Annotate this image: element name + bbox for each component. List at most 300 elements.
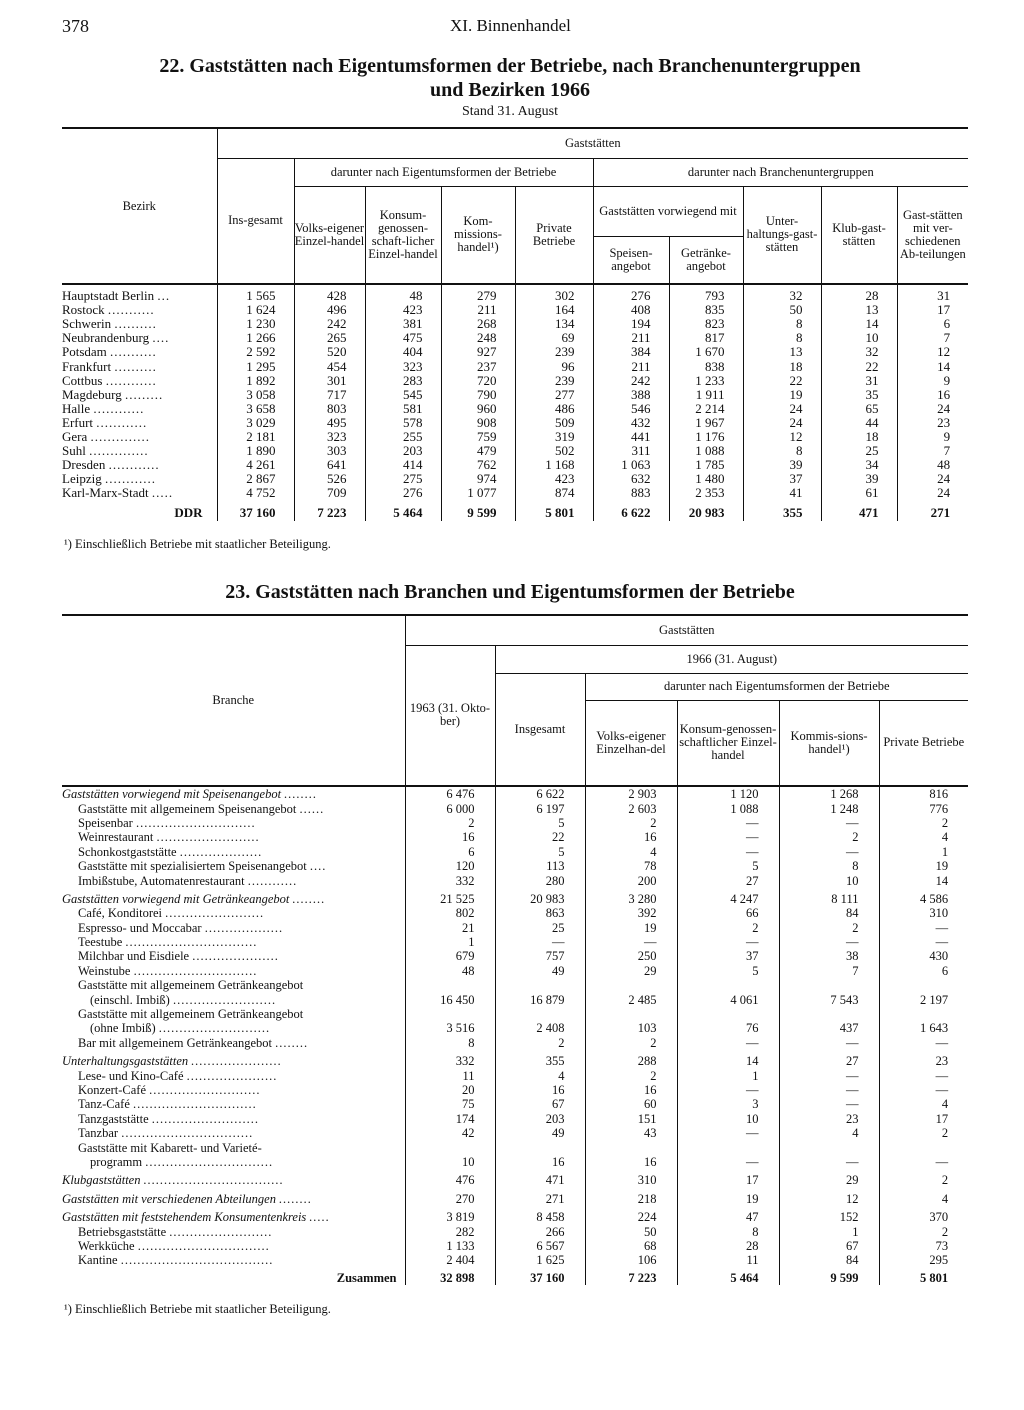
branche-name: Café, Konditorei (78, 906, 163, 921)
cell-kons: 10 (677, 1112, 779, 1126)
cell-getr: 2 214 (669, 402, 743, 416)
cell-priv: 96 (515, 359, 593, 373)
bezirk-name: Neubrandenburg (62, 331, 150, 346)
branche-name: Gaststätten vorwiegend mit Getränkeangebot (62, 891, 290, 906)
bezirk-name: Hauptstadt Berlin (62, 288, 155, 304)
total-v1963: 32 898 (405, 1268, 495, 1285)
cell-kons: 3 (677, 1097, 779, 1111)
cell-komm (779, 978, 879, 992)
running-head: XI. Binnenhandel (450, 16, 571, 35)
header-eigentum-group: darunter nach Eigentumsformen der Betriebe (294, 158, 593, 186)
cell-komm (779, 1140, 879, 1154)
cell-insg: 1 624 (217, 303, 294, 317)
table-row (62, 1155, 968, 1169)
cell-klub: 25 (821, 444, 897, 458)
cell-volk: 303 (294, 444, 365, 458)
total-priv: 5 801 (515, 500, 593, 520)
table-row (62, 1126, 968, 1140)
leader-dots: ........................ (165, 906, 265, 921)
total-insg: 37 160 (217, 500, 294, 520)
cell-v1963: 21 525 (405, 888, 495, 906)
cell-volk: 803 (294, 402, 365, 416)
table-row (62, 1253, 968, 1267)
cell-volk: 2 485 (585, 992, 677, 1006)
cell-kons: 28 (677, 1239, 779, 1253)
row-label (62, 1188, 405, 1206)
leader-dots: .............................. (133, 1097, 257, 1112)
leader-dots: .............. (89, 444, 149, 459)
table-row (62, 830, 968, 844)
header-konsum: Konsum-genossen-schaftlicher Einzel-handel (677, 700, 779, 786)
total-volk: 7 223 (585, 1268, 677, 1285)
cell-kons: 37 (677, 949, 779, 963)
cell-v1963: 16 (405, 830, 495, 844)
cell-unt: 37 (743, 472, 821, 486)
cell-priv: 1 643 (879, 1021, 968, 1035)
table-row (62, 845, 968, 859)
cell-komm: 7 (779, 964, 879, 978)
cell-abt: 17 (897, 303, 968, 317)
cell-volk: 224 (585, 1206, 677, 1224)
table-row (62, 430, 968, 444)
header-unterhaltung: Unter-haltungs-gast-stätten (743, 186, 821, 284)
cell-insg: 1 266 (217, 331, 294, 345)
branche-name: Gaststätte mit allgemeinem Getränkeangebot (78, 978, 304, 993)
cell-insg: 266 (495, 1224, 585, 1238)
cell-priv: 23 (879, 1050, 968, 1068)
cell-volk: 495 (294, 416, 365, 430)
cell-priv: 4 586 (879, 888, 968, 906)
cell-komm: 479 (441, 444, 515, 458)
cell-komm (779, 1007, 879, 1021)
row-label (62, 430, 217, 444)
cell-insg (495, 1140, 585, 1154)
branche-name: (ohne Imbiß) (90, 1021, 156, 1036)
branche-name: Gaststätten vorwiegend mit Speisenangebot (62, 787, 282, 802)
table-row (62, 331, 968, 345)
header-branche: Branche (62, 615, 405, 786)
cell-insg: 6 197 (495, 801, 585, 815)
cell-unt: 39 (743, 458, 821, 472)
row-label (62, 331, 217, 345)
cell-klub: 14 (821, 317, 897, 331)
total-row (62, 1268, 968, 1285)
cell-speis: 432 (593, 416, 669, 430)
cell-volk: 288 (585, 1050, 677, 1068)
cell-volk: 265 (294, 331, 365, 345)
row-label (62, 1253, 405, 1267)
leader-dots: ........................... (158, 1021, 271, 1036)
cell-insg: 2 867 (217, 472, 294, 486)
cell-volk: 709 (294, 486, 365, 500)
cell-insg: 471 (495, 1169, 585, 1187)
cell-unt: 50 (743, 303, 821, 317)
cell-kons: 578 (365, 416, 441, 430)
cell-priv: 310 (879, 906, 968, 920)
branche-name: Weinrestaurant (78, 830, 154, 845)
leader-dots: ..................................... (120, 1253, 274, 1268)
cell-kons: 2 (677, 921, 779, 935)
row-label (62, 486, 217, 500)
table-row (62, 1239, 968, 1253)
cell-getr: 1 088 (669, 444, 743, 458)
leader-dots: ...................... (186, 1068, 278, 1083)
row-label (62, 1097, 405, 1111)
header-getraenke: Getränke-angebot (669, 236, 743, 284)
cell-unt: 24 (743, 402, 821, 416)
cell-komm: — (779, 1068, 879, 1082)
table22 (62, 127, 968, 521)
cell-volk: 3 280 (585, 888, 677, 906)
cell-insg: 5 (495, 816, 585, 830)
leader-dots: ............ (104, 472, 156, 487)
cell-getr: 823 (669, 317, 743, 331)
cell-klub: 34 (821, 458, 897, 472)
cell-volk (585, 1007, 677, 1021)
cell-priv: — (879, 935, 968, 949)
branche-name: Werkküche (78, 1238, 135, 1253)
total-insg: 37 160 (495, 1268, 585, 1285)
cell-kons: 5 (677, 964, 779, 978)
cell-insg: 1 890 (217, 444, 294, 458)
bezirk-name: Gera (62, 429, 88, 444)
leader-dots: ............ (105, 373, 157, 388)
cell-insg: 16 (495, 1083, 585, 1097)
cell-priv: 486 (515, 402, 593, 416)
row-label (62, 374, 217, 388)
cell-insg: 6 622 (495, 786, 585, 801)
table-row (62, 1068, 968, 1082)
cell-komm: 7 543 (779, 992, 879, 1006)
cell-v1963: 6 000 (405, 801, 495, 815)
cell-kons: 76 (677, 1021, 779, 1035)
cell-komm: 960 (441, 402, 515, 416)
row-label (62, 859, 405, 873)
cell-volk: 392 (585, 906, 677, 920)
cell-komm: 974 (441, 472, 515, 486)
table-row (62, 873, 968, 887)
cell-priv: 430 (879, 949, 968, 963)
cell-priv: 502 (515, 444, 593, 458)
cell-speis: 276 (593, 284, 669, 303)
cell-v1963 (405, 1007, 495, 1021)
table-row (62, 816, 968, 830)
table-row (62, 388, 968, 402)
cell-komm: — (779, 1097, 879, 1111)
row-label (62, 402, 217, 416)
cell-kons: 255 (365, 430, 441, 444)
leader-dots: ........ (292, 891, 326, 906)
branche-name: Milchbar und Eisdiele (78, 949, 190, 964)
cell-abt: 24 (897, 472, 968, 486)
cell-kons: — (677, 816, 779, 830)
table-row (62, 1169, 968, 1187)
cell-kons: — (677, 1155, 779, 1169)
header-speisen: Speisen-angebot (593, 236, 669, 284)
cell-priv: 239 (515, 345, 593, 359)
total-row (62, 500, 968, 520)
table-row (62, 964, 968, 978)
cell-priv: 2 197 (879, 992, 968, 1006)
branche-name: Weinstube (78, 963, 131, 978)
cell-volk: 717 (294, 388, 365, 402)
cell-abt: 31 (897, 284, 968, 303)
row-label (62, 845, 405, 859)
cell-insg: 1 892 (217, 374, 294, 388)
cell-insg: 3 658 (217, 402, 294, 416)
cell-v1963 (405, 978, 495, 992)
cell-insg: 271 (495, 1188, 585, 1206)
leader-dots: ........ (279, 1191, 313, 1206)
row-label (62, 888, 405, 906)
cell-komm: — (779, 1155, 879, 1169)
cell-v1963: 174 (405, 1112, 495, 1126)
row-label (62, 345, 217, 359)
table-row (62, 359, 968, 373)
table22-title-line1: 22. Gaststätten nach Eigentumsformen der Betriebe, nach Branchenuntergruppen (159, 55, 861, 77)
table22-header (62, 128, 968, 284)
row-label (62, 1112, 405, 1126)
cell-insg: 4 (495, 1068, 585, 1082)
cell-priv: 295 (879, 1253, 968, 1267)
branche-name: programm (90, 1154, 143, 1169)
cell-getr: 838 (669, 359, 743, 373)
cell-unt: 8 (743, 317, 821, 331)
cell-priv (879, 978, 968, 992)
total-komm: 9 599 (441, 500, 515, 520)
cell-volk: 428 (294, 284, 365, 303)
total-priv: 5 801 (879, 1268, 968, 1285)
cell-komm: — (779, 935, 879, 949)
cell-priv: 73 (879, 1239, 968, 1253)
row-label (62, 388, 217, 402)
cell-priv: 1 168 (515, 458, 593, 472)
cell-getr: 1 785 (669, 458, 743, 472)
cell-v1963: 1 133 (405, 1239, 495, 1253)
cell-komm: 29 (779, 1169, 879, 1187)
leader-dots: ................................ (137, 1238, 270, 1253)
cell-speis: 408 (593, 303, 669, 317)
cell-komm: 268 (441, 317, 515, 331)
cell-kons: 14 (677, 1050, 779, 1068)
cell-volk: 78 (585, 859, 677, 873)
cell-priv: — (879, 1068, 968, 1082)
branche-name: Teestube (78, 935, 123, 950)
branche-name: (einschl. Imbiß) (90, 992, 170, 1007)
cell-kons: 66 (677, 906, 779, 920)
leader-dots: ............ (247, 873, 298, 888)
branche-name: Kantine (78, 1253, 118, 1268)
cell-komm: 279 (441, 284, 515, 303)
leader-dots: .............. (90, 429, 151, 444)
cell-v1963: 3 516 (405, 1021, 495, 1035)
cell-priv: — (879, 1083, 968, 1097)
cell-volk: 301 (294, 374, 365, 388)
header-volkseigener: Volks-eigener Einzelhan-del (585, 700, 677, 786)
cell-speis: 388 (593, 388, 669, 402)
cell-insg: — (495, 935, 585, 949)
row-label (62, 873, 405, 887)
cell-v1963: 332 (405, 873, 495, 887)
cell-insg: 1 230 (217, 317, 294, 331)
header-eigentum-group: darunter nach Eigentumsformen der Betriebe (585, 673, 968, 700)
cell-kons: 404 (365, 345, 441, 359)
cell-volk: 19 (585, 921, 677, 935)
cell-v1963: 1 (405, 935, 495, 949)
leader-dots: ... (157, 288, 171, 304)
cell-priv: 2 (879, 1126, 968, 1140)
leader-dots: ............ (93, 401, 145, 416)
header-private: Private Betriebe (515, 186, 593, 284)
leader-dots: .................................. (143, 1173, 284, 1188)
table22-body (62, 284, 968, 521)
row-label (62, 1083, 405, 1097)
leader-dots: ......................... (172, 992, 277, 1007)
table-row (62, 1036, 968, 1050)
branche-name: Gaststätte mit allgemeinem Speisenangebot (78, 801, 297, 816)
cell-priv: 69 (515, 331, 593, 345)
leader-dots: ......................... (156, 830, 260, 845)
cell-volk: 310 (585, 1169, 677, 1187)
total-getr: 20 983 (669, 500, 743, 520)
cell-v1963: 10 (405, 1155, 495, 1169)
leader-dots: ............................... (145, 1154, 274, 1169)
leader-dots: ................................ (121, 1126, 254, 1141)
cell-volk: 60 (585, 1097, 677, 1111)
cell-komm: 248 (441, 331, 515, 345)
cell-v1963: 6 (405, 845, 495, 859)
total-volk: 7 223 (294, 500, 365, 520)
cell-insg: 1 295 (217, 359, 294, 373)
table23-body (62, 786, 968, 1285)
cell-insg: 863 (495, 906, 585, 920)
cell-abt: 14 (897, 359, 968, 373)
cell-priv: 816 (879, 786, 968, 801)
leader-dots: .............................. (133, 963, 258, 978)
cell-klub: 13 (821, 303, 897, 317)
cell-unt: 13 (743, 345, 821, 359)
row-label (62, 1007, 405, 1021)
cell-speis: 883 (593, 486, 669, 500)
row-label (62, 416, 217, 430)
bezirk-name: Erfurt (62, 415, 94, 430)
table-row (62, 1083, 968, 1097)
cell-klub: 44 (821, 416, 897, 430)
cell-insg: 280 (495, 873, 585, 887)
cell-insg: 1 565 (217, 284, 294, 303)
header-insgesamt: Ins-gesamt (217, 158, 294, 284)
row-label (62, 1050, 405, 1068)
cell-v1963: 476 (405, 1169, 495, 1187)
bezirk-name: Schwerin (62, 317, 112, 332)
cell-abt: 16 (897, 388, 968, 402)
header-gaststaetten: Gaststätten (405, 615, 968, 645)
table-row (62, 1021, 968, 1035)
table-row (62, 801, 968, 815)
cell-insg: 757 (495, 949, 585, 963)
total-label: Zusammen (336, 1270, 397, 1285)
branche-name: Speisenbar (78, 815, 133, 830)
header-klub: Klub-gast-stätten (821, 186, 897, 284)
leader-dots: ...... (299, 801, 325, 816)
cell-komm: 8 (779, 859, 879, 873)
cell-klub: 31 (821, 374, 897, 388)
branche-name: Imbißstube, Automatenrestaurant (78, 873, 245, 888)
header-branche-group: darunter nach Branchenuntergruppen (593, 158, 968, 186)
cell-abt: 9 (897, 430, 968, 444)
header-gaststaetten: Gaststätten (217, 128, 968, 158)
cell-kons: 4 061 (677, 992, 779, 1006)
leader-dots: .... (152, 331, 170, 346)
cell-volk: 2 903 (585, 786, 677, 801)
cell-insg (495, 1007, 585, 1021)
cell-speis: 441 (593, 430, 669, 444)
cell-kons (677, 1140, 779, 1154)
cell-volk: 641 (294, 458, 365, 472)
cell-komm: 152 (779, 1206, 879, 1224)
cell-v1963: 6 476 (405, 786, 495, 801)
cell-insg: 2 (495, 1036, 585, 1050)
cell-kons: — (677, 845, 779, 859)
cell-klub: 65 (821, 402, 897, 416)
cell-getr: 1 480 (669, 472, 743, 486)
page-number: 378 (62, 16, 89, 36)
row-label (62, 1036, 405, 1050)
branche-name: Gaststätten mit verschiedenen Abteilungen (62, 1191, 276, 1206)
cell-komm: — (779, 1036, 879, 1050)
row-label (62, 1155, 405, 1169)
cell-volk: 2 (585, 1036, 677, 1050)
cell-volk: 16 (585, 830, 677, 844)
cell-komm: 84 (779, 906, 879, 920)
cell-abt: 9 (897, 374, 968, 388)
row-label (62, 1068, 405, 1082)
row-label (62, 1169, 405, 1187)
cell-insg: 8 458 (495, 1206, 585, 1224)
table-row (62, 888, 968, 906)
cell-volk: 323 (294, 430, 365, 444)
total-klub: 471 (821, 500, 897, 520)
cell-abt: 24 (897, 402, 968, 416)
cell-speis: 632 (593, 472, 669, 486)
cell-abt: 7 (897, 331, 968, 345)
cell-insg: 4 261 (217, 458, 294, 472)
cell-priv (879, 1140, 968, 1154)
cell-volk: 68 (585, 1239, 677, 1253)
header-volkseigener: Volks-eigener Einzel-handel (294, 186, 365, 284)
table-row (62, 1224, 968, 1238)
cell-speis: 1 063 (593, 458, 669, 472)
cell-abt: 48 (897, 458, 968, 472)
cell-insg: 1 625 (495, 1253, 585, 1267)
table-row (62, 1112, 968, 1126)
row-label (62, 816, 405, 830)
cell-abt: 24 (897, 486, 968, 500)
cell-priv (879, 1007, 968, 1021)
header-bezirk: Bezirk (62, 128, 217, 284)
cell-insg: 67 (495, 1097, 585, 1111)
cell-kons: 17 (677, 1169, 779, 1187)
header-konsum: Konsum-genossen-schaft-licher Einzel-handel (365, 186, 441, 284)
cell-komm: 790 (441, 388, 515, 402)
leader-dots: ................... (204, 920, 284, 935)
cell-insg: 22 (495, 830, 585, 844)
cell-kons: 47 (677, 1206, 779, 1224)
table-row (62, 992, 968, 1006)
row-label (62, 472, 217, 486)
bezirk-name: Suhl (62, 444, 86, 459)
cell-getr: 817 (669, 331, 743, 345)
